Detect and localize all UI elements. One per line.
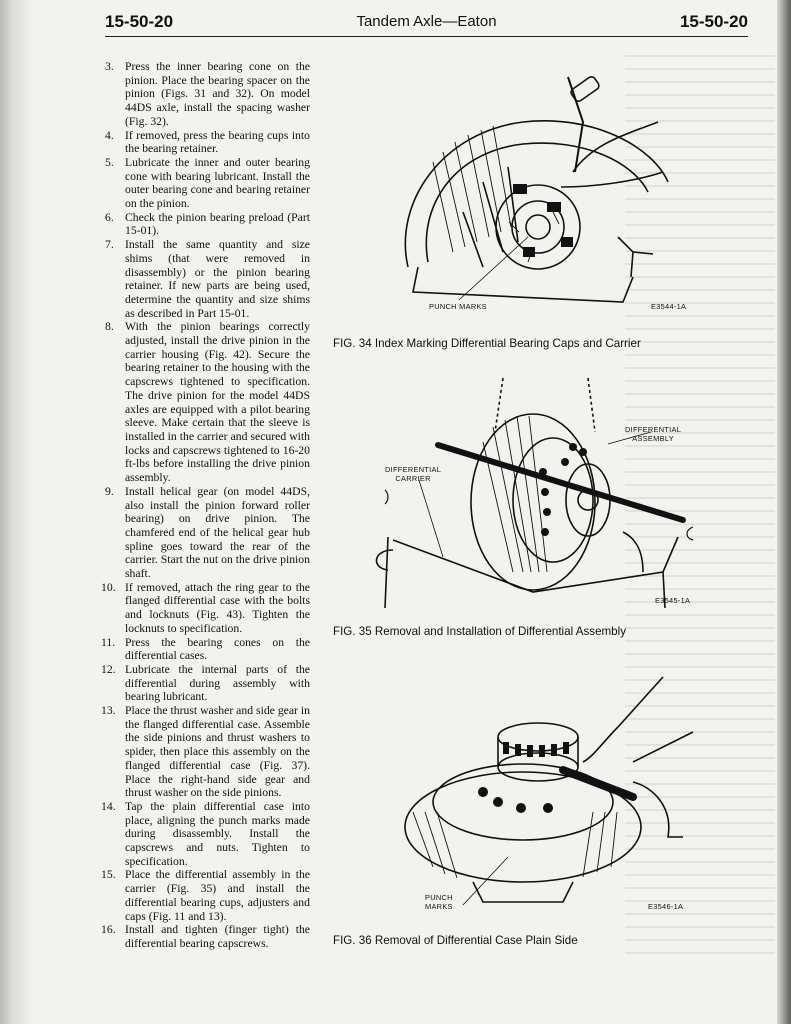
figure-34-code: E3544-1A xyxy=(651,302,687,311)
step-number: 11. xyxy=(101,635,116,649)
page-number-left: 15-50-20 xyxy=(105,12,174,31)
step-text: If removed, attach the ring gear to the flanged differential case with the bolts and locknuts (Fig. 43). Tighten the locknuts to specification. xyxy=(125,580,310,635)
figure-36-code: E3546-1A xyxy=(648,902,684,911)
step-number: 12. xyxy=(101,662,116,676)
step-text: Lubricate the inner and outer bearing cone with bearing lubricant. Install the outer bearing cone and bearing retainer on the pinion. xyxy=(125,155,310,211)
header-rule xyxy=(105,36,748,37)
figure-36-label-punch-marks: PUNCH MARKS xyxy=(425,893,453,911)
page-gutter-shadow xyxy=(0,0,34,1024)
step-text: Place the thrust washer and side gear in the flanged differential case. Assemble the side pinions and thrust washers to spider, then place this assembly on the flanged differential case (Fig. 37). Place the right-hand side gear and thrust washer on the side pinions. xyxy=(125,704,310,800)
step-3 xyxy=(105,60,310,129)
step-text: Install helical gear (on model 44DS, also install the pinion forward roller bearing) on drive pinion. The chamfered end of the helical gear hub spline goes toward the rear of the carrier. Start the nut on the drive pinion shaft. xyxy=(125,484,310,581)
step-number: 15. xyxy=(101,868,116,882)
step-12 xyxy=(101,662,310,704)
page-edge-shadow xyxy=(777,0,791,1024)
step-16 xyxy=(101,923,310,950)
page-header xyxy=(105,12,748,38)
page-number-right: 15-50-20 xyxy=(679,12,748,31)
step-number: 4. xyxy=(105,128,114,142)
section-title: Tandem Axle—Eaton xyxy=(356,13,497,30)
step-text: Install the same quantity and size shims (that were removed in disassembly) or the pinion bearing retainer. If new parts are being used, determine the quantity and size shims as described in Part 15-01. xyxy=(125,238,310,320)
step-number: 16. xyxy=(101,923,116,937)
step-number: 3. xyxy=(105,60,114,73)
figure-34-illustration xyxy=(333,62,713,320)
step-text: With the pinion bearings correctly adjusted, install the drive pinion in the carrier housing (Fig. 42). Secure the bearing retainer to the housing with the capscrews tightened to specification. The drive pinion for the model 44DS axles are equipped with a pilot bearing sleeve. Make certain that the sleeve is installed in the carrier and secured with locks and capscrews tightened to 16-20 ft-lbs before installing the drive pinion assembly. xyxy=(125,320,310,485)
step-text: Lubricate the internal parts of the differential during assembly with bearing lubricant. xyxy=(125,662,310,704)
figure-35-label-differential-assembly: DIFFERENTIAL ASSEMBLY xyxy=(625,425,682,443)
bearing-cap-marking-drawing xyxy=(333,62,713,320)
step-number: 10. xyxy=(101,580,116,594)
step-text: If removed, press the bearing cups into the bearing retainer. xyxy=(125,128,310,156)
step-text: Press the inner bearing cone on the pinion. Place the bearing spacer on the pinion (Figs. 31 and 32). On model 44DS axle, install the spacing washer (Fig. 32). xyxy=(125,60,310,128)
figure-35-caption: FIG. 35 Removal and Installation of Differential Assembly xyxy=(333,625,626,638)
figure-35-illustration xyxy=(333,372,713,608)
step-14 xyxy=(101,799,310,869)
differential-removal-drawing xyxy=(333,372,713,608)
figure-36-caption: FIG. 36 Removal of Differential Case Plain Side xyxy=(333,934,578,947)
step-13 xyxy=(101,704,310,800)
step-number: 6. xyxy=(105,210,114,224)
step-6 xyxy=(105,211,310,238)
step-10 xyxy=(101,580,310,636)
figure-34-caption: FIG. 34 Index Marking Differential Bearing Caps and Carrier xyxy=(333,337,641,350)
step-15 xyxy=(101,868,310,923)
step-number: 14. xyxy=(101,799,116,813)
step-7 xyxy=(105,238,310,320)
figure-36-illustration xyxy=(333,662,713,917)
step-number: 7. xyxy=(105,238,114,252)
step-number: 5. xyxy=(105,155,114,169)
plain-side-case-removal-drawing xyxy=(333,662,713,917)
step-text: Check the pinion bearing preload (Part 15-01). xyxy=(125,210,310,238)
step-text: Install and tighten (finger tight) the differential bearing capscrews. xyxy=(125,923,310,950)
figure-35-label-differential-carrier: DIFFERENTIAL CARRIER xyxy=(385,465,442,483)
step-8 xyxy=(105,320,310,484)
step-5 xyxy=(105,156,310,211)
step-text: Place the differential assembly in the carrier (Fig. 35) and install the differential bearing cups, adjusters and caps (Fig. 11 and 13). xyxy=(125,868,310,923)
step-4 xyxy=(105,129,310,156)
figure-35-code: E3545-1A xyxy=(655,596,691,605)
step-11 xyxy=(101,635,310,663)
step-text: Tap the plain differential case into place, aligning the punch marks made during disassembly. Install the capscrews and nuts. Tighten to specification. xyxy=(125,799,310,868)
figure-34-label-punch-marks: PUNCH MARKS xyxy=(429,302,487,311)
step-9 xyxy=(105,485,310,581)
step-number: 13. xyxy=(101,704,116,718)
step-text: Press the bearing cones on the differential cases. xyxy=(125,635,310,663)
step-number: 8. xyxy=(105,320,114,334)
procedure-steps xyxy=(101,60,310,951)
step-number: 9. xyxy=(105,484,114,498)
